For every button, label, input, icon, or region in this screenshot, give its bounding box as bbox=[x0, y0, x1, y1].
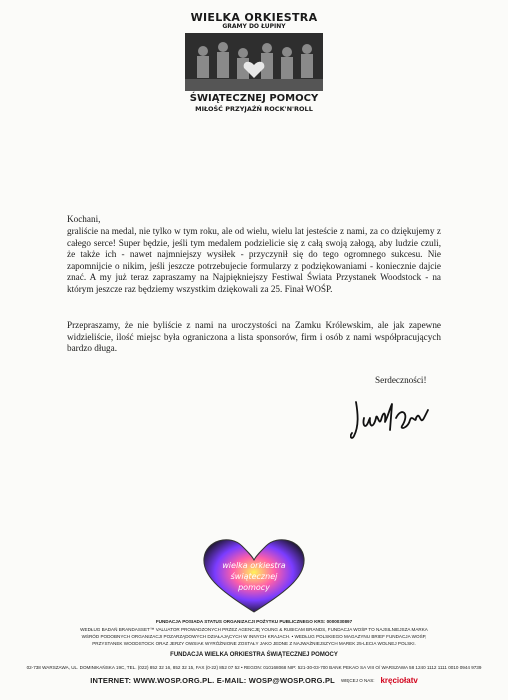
footer-status: FUNDACJA POSIADA STATUS ORGANIZACJI POŻYTKU PUBLICZNEGO KRS: 0000030897 bbox=[155, 619, 353, 624]
heart-logo-line2: świątecznej bbox=[230, 572, 278, 581]
footer-survey-line-3: PRZYSTANEK WOODSTOCK ORAZ JERZY OWSIAK WYRÓŻNIONE ZOSTAŁY JAKO JEDNE Z NAJWAŻNIEJSZYCH MAREK 25-LECIA WOLNEJ POLSKI. bbox=[92, 641, 416, 646]
handwritten-signature-image bbox=[350, 396, 432, 446]
closing: Serdeczności! bbox=[375, 375, 427, 385]
heart-logo-line3: pomocy bbox=[238, 583, 270, 592]
footer-web-row bbox=[88, 676, 420, 685]
logo-band-text: ŚWIĄTECZNEJ POMOCY bbox=[189, 93, 319, 104]
greeting: Kochani, bbox=[67, 214, 101, 224]
logo-motto: MIŁOŚĆ PRZYJAŹŃ ROCK'N'ROLL bbox=[195, 105, 313, 113]
footer-survey-line-2: WŚRÓD PODOBNYCH ORGANIZACJI POZARZĄDOWYCH DZIAŁAJĄCYCH W INNYCH KRAJACH. • WEDŁUG POLSKIEGO MAGAZYNU BRIEF FUNDACJA WOŚP, bbox=[81, 634, 427, 639]
wosp-logo bbox=[183, 12, 325, 113]
letter-paragraph-2: Przepraszamy, że nie byliście z nami na uroczystości na Zamku Królewskim, ale jak zapewne widzieliście, ilość miejsc była ograniczona a lista sponsorów, firm i osób z nami współpracujących bardzo długa. bbox=[67, 320, 441, 354]
footer-survey-line-1: WEDŁUG BADAŃ BRANDASSET™ VALUATOR PROWADZONYCH PRZEZ AGENCJĘ YOUNG & RUBICAM BRANDS, FUNDACJA WOŚP TO NAJSILNIEJSZA MARKA bbox=[80, 627, 428, 632]
band-photo-illustration bbox=[185, 33, 323, 91]
logo-photo bbox=[185, 33, 323, 91]
footer-address: 02-738 WARSZAWA, UL. DOMINIKAŃSKA 19C, TEL. (022) 852 32 16, 852 32 15, FAX (0-22) 852 07 52 • REGON: 010168068 NIP: 521-30-03-700 BANK PEKAO SA VIII O/ WARSZAWA 58 1240 1112 1111 0010 0944 9739 bbox=[26, 665, 482, 670]
footer-org-name: FUNDACJA WIELKA ORKIESTRA ŚWIĄTECZNEJ POMOCY bbox=[170, 652, 338, 658]
heart-logo-line1: wielka orkiestra bbox=[222, 561, 286, 570]
footer-web-contact: INTERNET: WWW.WOSP.ORG.PL. E-MAIL: WOSP@WOSP.ORG.PL bbox=[90, 676, 335, 685]
logo-title: WIELKA ORKIESTRA bbox=[190, 11, 318, 24]
footer-tv-brand: kręciołatv bbox=[380, 676, 418, 685]
footer-tv-label: WIĘCEJ O NAS: bbox=[340, 678, 375, 683]
logo-subtitle: GRAMY DO ŁUPINY bbox=[222, 23, 286, 30]
signature bbox=[350, 396, 432, 451]
heart-icon bbox=[196, 534, 312, 616]
letter-paragraph-1: graliście na medal, nie tylko w tym roku, ale od wielu, wielu lat jesteście z nami, za co dziękujemy z całego serce! Super będzie, jeśli tym medalem podzielicie się z całą swoją załogą, aby ludzie czuli, że także ich - nawet najmniejszy wysiłek - przyczynił się do tego ogromnego sukcesu. Nie zapomnijcie o nikim, jeśli jeszcze potrzebujecie formularzy z podziękowaniami - koniecznie dajcie znać. A my już teraz zapraszamy na Najpiękniejszy Festiwal Świata Przystanek Woodstock - na którym jeszcze raz będziemy wszystkim dziękowali za 25. Finał WOŚP. bbox=[67, 226, 441, 294]
heart-logo bbox=[196, 534, 312, 621]
